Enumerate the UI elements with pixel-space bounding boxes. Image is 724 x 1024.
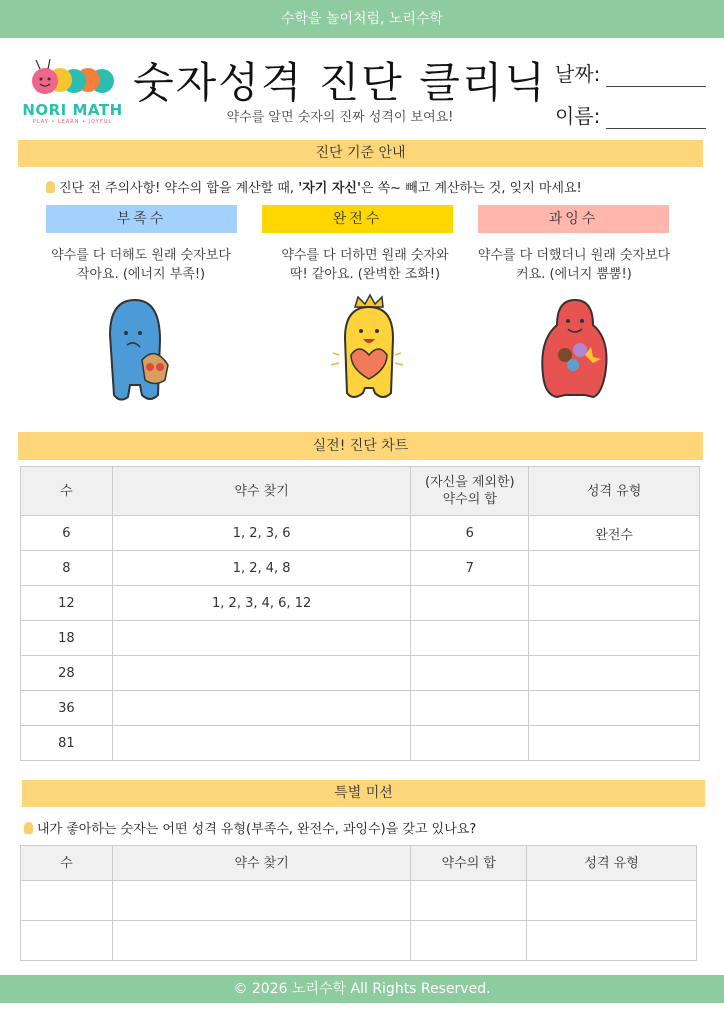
name-field[interactable] <box>555 100 706 129</box>
desc-line: 커요. (에너지 뿜뿜!) <box>516 267 632 282</box>
type-label-perfect: 완전수 <box>262 205 453 233</box>
name-label: 이름: <box>555 104 601 128</box>
desc-line: 약수를 다 더하면 원래 숫자와 <box>281 248 449 263</box>
type-label-deficient: 부족수 <box>46 205 237 233</box>
table-row <box>21 586 700 621</box>
table-cell[interactable]: 7 <box>411 551 529 586</box>
table-cell[interactable] <box>21 921 113 961</box>
type-desc-perfect <box>255 246 475 284</box>
abundant-character-illustration <box>535 295 615 405</box>
col-header-number: 수 <box>21 467 113 516</box>
deficient-character-illustration <box>100 295 180 405</box>
table-cell[interactable] <box>529 586 700 621</box>
table-cell[interactable]: 8 <box>21 551 113 586</box>
table-cell[interactable] <box>411 921 527 961</box>
table-cell[interactable]: 6 <box>411 516 529 551</box>
col-header-divisor-sum <box>411 467 529 516</box>
table-cell[interactable]: 36 <box>21 691 113 726</box>
date-input-line[interactable] <box>606 65 706 87</box>
table-cell[interactable]: 81 <box>21 726 113 761</box>
col-header-divisors: 약수 찾기 <box>112 467 411 516</box>
header-line: 약수의 합 <box>442 492 497 507</box>
date-field[interactable] <box>555 58 706 87</box>
desc-line: 약수를 다 더해도 원래 숫자보다 <box>51 248 231 263</box>
desc-line: 약수를 다 더했더니 원래 숫자보다 <box>477 248 671 263</box>
col-header-type: 성격 유형 <box>527 846 697 881</box>
table-cell[interactable] <box>21 881 113 921</box>
guide-header: 진단 기준 안내 <box>18 140 703 167</box>
date-label: 날짜: <box>555 62 601 86</box>
type-desc-deficient <box>31 246 251 284</box>
col-header-divisor-sum: 약수의 합 <box>411 846 527 881</box>
table-cell[interactable] <box>527 921 697 961</box>
table-row <box>21 921 697 961</box>
table-row <box>21 551 700 586</box>
table-cell[interactable] <box>411 726 529 761</box>
col-header-type: 성격 유형 <box>529 467 700 516</box>
table-cell[interactable] <box>529 691 700 726</box>
table-cell[interactable] <box>112 691 411 726</box>
logo-tagline: PLAY • LEARN • JOYFUL <box>32 119 113 125</box>
mission-header: 특별 미션 <box>22 780 705 807</box>
table-cell[interactable] <box>411 656 529 691</box>
table-cell[interactable] <box>527 881 697 921</box>
desc-line: 작아요. (에너지 부족!) <box>76 267 206 282</box>
header-line: (자신을 제외한) <box>425 475 515 490</box>
table-cell[interactable]: 완전수 <box>529 516 700 551</box>
table-cell[interactable] <box>112 881 411 921</box>
logo <box>20 55 125 123</box>
table-cell[interactable] <box>411 691 529 726</box>
guide-tip <box>46 177 582 196</box>
desc-line: 딱! 같아요. (완벽한 조화!) <box>289 267 441 282</box>
table-row <box>21 656 700 691</box>
page-subtitle: 약수를 알면 숫자의 진짜 성격이 보여요! <box>226 110 454 125</box>
table-cell[interactable] <box>411 621 529 656</box>
tip-text: 진단 전 주의사항! 약수의 합을 계산할 때, <box>59 181 299 196</box>
col-header-number: 수 <box>21 846 113 881</box>
lightbulb-icon <box>46 181 55 193</box>
table-cell[interactable] <box>529 656 700 691</box>
table-cell[interactable] <box>112 656 411 691</box>
table-cell[interactable] <box>112 621 411 656</box>
table-cell[interactable] <box>529 726 700 761</box>
lightbulb-icon <box>24 822 33 834</box>
table-cell[interactable] <box>112 726 411 761</box>
col-header-divisors: 약수 찾기 <box>112 846 411 881</box>
chart-header: 실전! 진단 차트 <box>18 432 703 460</box>
table-cell[interactable]: 18 <box>21 621 113 656</box>
type-desc-abundant <box>464 246 684 284</box>
mission-tip-text: 내가 좋아하는 숫자는 어떤 성격 유형(부족수, 완전수, 과잉수)을 갖고 있나요? <box>37 822 477 837</box>
table-cell[interactable]: 6 <box>21 516 113 551</box>
name-input-line[interactable] <box>606 107 706 129</box>
table-row <box>21 691 700 726</box>
mission-tip <box>24 818 476 837</box>
perfect-character-illustration <box>325 293 410 405</box>
tip-bold: '자기 자신' <box>298 181 361 196</box>
table-cell[interactable] <box>411 586 529 621</box>
diagnosis-chart-table <box>20 466 700 761</box>
table-cell[interactable]: 1, 2, 3, 4, 6, 12 <box>112 586 411 621</box>
table-cell[interactable]: 28 <box>21 656 113 691</box>
table-row <box>21 621 700 656</box>
table-cell[interactable] <box>112 921 411 961</box>
table-row <box>21 726 700 761</box>
top-banner: 수학을 놀이처럼, 노리수학 <box>0 0 724 38</box>
table-cell[interactable]: 1, 2, 3, 6 <box>112 516 411 551</box>
table-cell[interactable]: 12 <box>21 586 113 621</box>
table-cell[interactable]: 1, 2, 4, 8 <box>112 551 411 586</box>
table-row <box>21 516 700 551</box>
logo-text: NORI MATH <box>22 101 123 119</box>
type-label-abundant: 과잉수 <box>478 205 669 233</box>
table-cell[interactable] <box>529 551 700 586</box>
table-row <box>21 881 697 921</box>
tip-text-end: 은 쏙~ 빼고 계산하는 것, 잊지 마세요! <box>360 181 582 196</box>
mission-table <box>20 845 697 961</box>
page-title: 숫자성격 진단 클리닉 <box>133 58 547 107</box>
table-cell[interactable] <box>529 621 700 656</box>
footer: © 2026 노리수학 All Rights Reserved. <box>0 975 724 1003</box>
table-cell[interactable] <box>411 881 527 921</box>
